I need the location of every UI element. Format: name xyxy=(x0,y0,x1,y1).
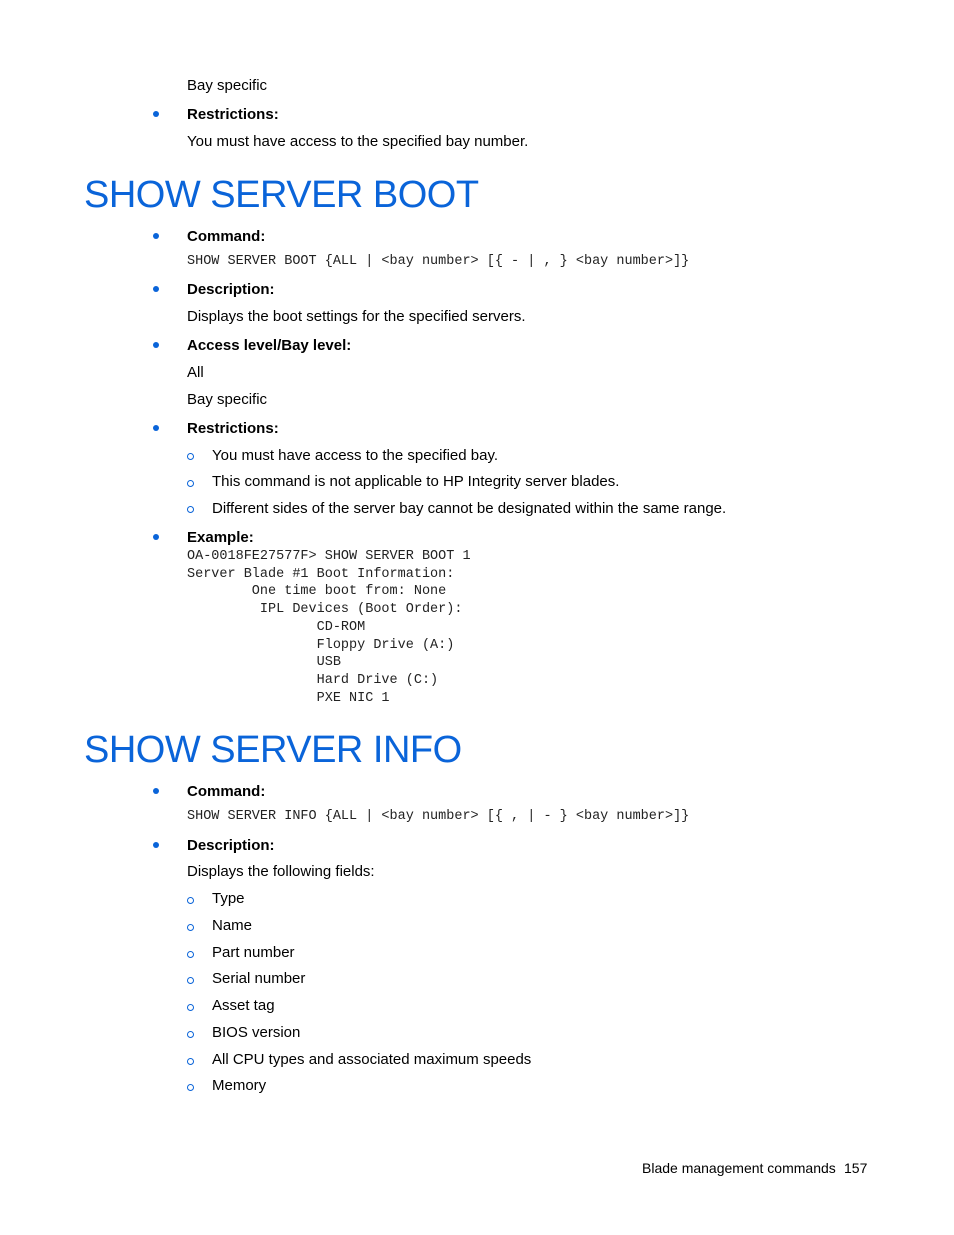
example-line: OA-0018FE27577F> SHOW SERVER BOOT 1 xyxy=(187,549,471,564)
section-title-show-server-boot: SHOW SERVER BOOT xyxy=(84,174,479,216)
field-item: Name xyxy=(212,917,253,934)
circle-bullet-icon xyxy=(187,1058,194,1065)
field-item: All CPU types and associated maximum speeds xyxy=(212,1051,532,1068)
example-line: PXE NIC 1 xyxy=(187,690,390,706)
command-label: Command: xyxy=(187,783,266,800)
command-syntax: SHOW SERVER BOOT {ALL | <bay number> [{ - | , } <bay number>]} xyxy=(187,254,690,269)
command-label: Command: xyxy=(187,228,266,245)
bay-specific-text: Bay specific xyxy=(187,77,268,94)
field-item: BIOS version xyxy=(212,1024,301,1041)
circle-bullet-icon xyxy=(187,453,194,460)
bullet-icon xyxy=(153,233,159,239)
example-line: Server Blade #1 Boot Information: xyxy=(187,566,455,582)
description-text: Displays the following fields: xyxy=(187,863,375,880)
example-line: One time boot from: None xyxy=(187,584,447,600)
example-line: USB xyxy=(187,655,341,671)
circle-bullet-icon xyxy=(187,977,194,984)
access-bay-text: Bay specific xyxy=(187,391,268,408)
access-level-label: Access level/Bay level: xyxy=(187,337,352,354)
footer-page-number: 157 xyxy=(844,1160,868,1176)
circle-bullet-icon xyxy=(187,506,194,513)
circle-bullet-icon xyxy=(187,951,194,958)
circle-bullet-icon xyxy=(187,1031,194,1038)
field-item: Serial number xyxy=(212,970,306,987)
example-line: Hard Drive (C:) xyxy=(187,672,439,688)
circle-bullet-icon xyxy=(187,1004,194,1011)
access-all-text: All xyxy=(187,364,204,381)
restrictions-text: You must have access to the specified bay number. xyxy=(187,133,529,150)
restriction-item: You must have access to the specified bay. xyxy=(212,447,499,464)
description-text: Displays the boot settings for the specified servers. xyxy=(187,308,526,325)
field-item: Type xyxy=(212,890,245,907)
field-item: Part number xyxy=(212,944,295,961)
restrictions-label: Restrictions: xyxy=(187,420,279,437)
bullet-icon xyxy=(153,788,159,794)
section-title-show-server-info: SHOW SERVER INFO xyxy=(84,729,462,771)
bullet-icon xyxy=(153,534,159,540)
circle-bullet-icon xyxy=(187,1084,194,1091)
bullet-icon xyxy=(153,342,159,348)
restriction-item: This command is not applicable to HP Integrity server blades. xyxy=(212,473,620,490)
restriction-item: Different sides of the server bay cannot be designated within the same range. xyxy=(212,500,727,517)
example-line: IPL Devices (Boot Order): xyxy=(187,602,463,618)
field-item: Asset tag xyxy=(212,997,275,1014)
footer-section-name: Blade management commands xyxy=(642,1160,836,1176)
field-item: Memory xyxy=(212,1077,267,1094)
bullet-icon xyxy=(153,842,159,848)
bullet-icon xyxy=(153,425,159,431)
circle-bullet-icon xyxy=(187,924,194,931)
example-line: Floppy Drive (A:) xyxy=(187,637,455,653)
command-syntax: SHOW SERVER INFO {ALL | <bay number> [{ , | - } <bay number>]} xyxy=(187,809,690,824)
bullet-icon xyxy=(153,286,159,292)
circle-bullet-icon xyxy=(187,897,194,904)
example-code-block xyxy=(187,548,471,707)
restrictions-label: Restrictions: xyxy=(187,106,279,123)
example-line: CD-ROM xyxy=(187,619,366,635)
example-label: Example: xyxy=(187,529,254,546)
description-label: Description: xyxy=(187,837,275,854)
circle-bullet-icon xyxy=(187,480,194,487)
description-label: Description: xyxy=(187,281,275,298)
bullet-icon xyxy=(153,111,159,117)
